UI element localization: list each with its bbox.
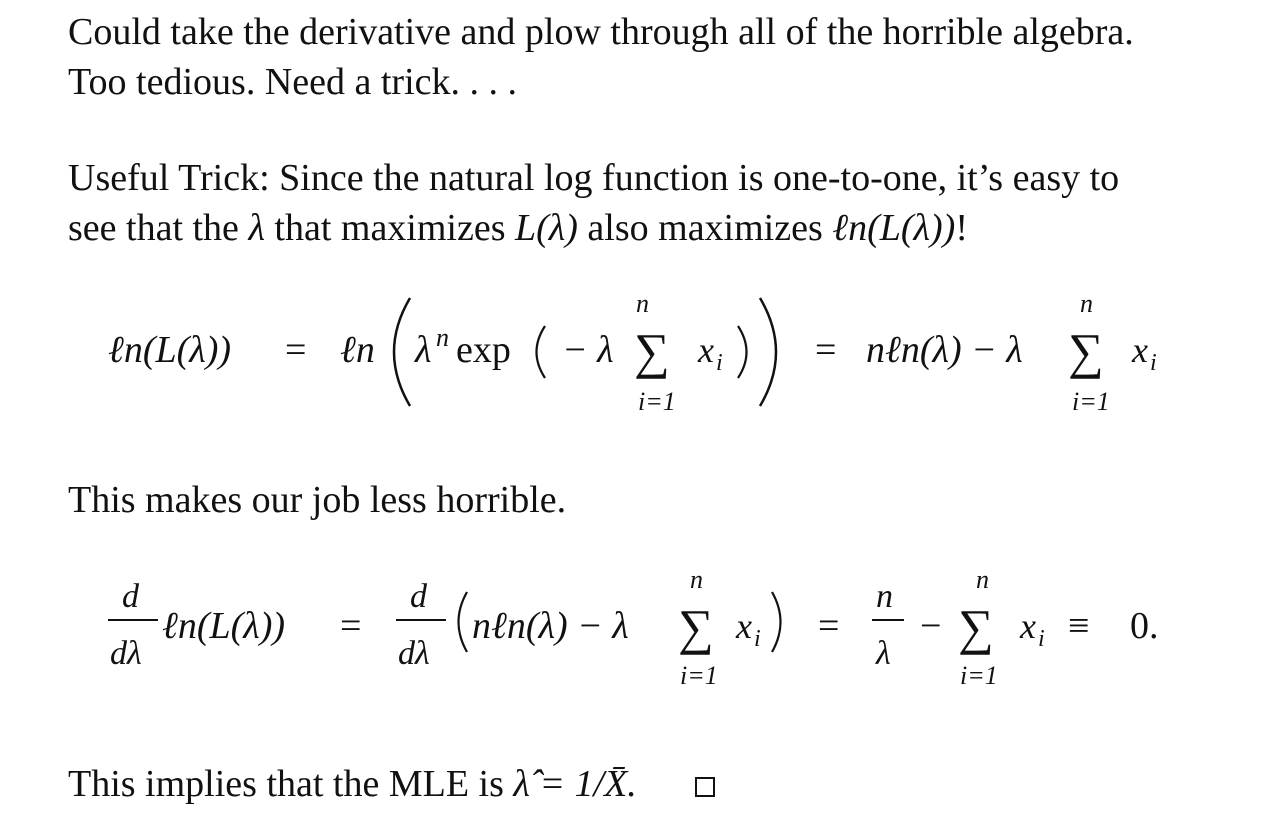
likelihood-expression: L(λ) xyxy=(515,207,578,249)
text-segment: ! xyxy=(955,207,968,249)
eq2-frac-n: n xyxy=(876,578,893,615)
eq2-equals-2: = xyxy=(818,605,840,647)
eq1-exp: exp xyxy=(456,329,511,371)
eq2-dlambda-denominator: dλ xyxy=(110,635,142,672)
paragraph-1-line-2: Too tedious. Need a trick. . . . xyxy=(68,61,518,103)
eq1-equals-2: = xyxy=(815,329,837,371)
eq1-x-subscript: i xyxy=(716,350,723,376)
eq2-equiv: ≡ xyxy=(1068,605,1090,647)
paragraph-4 xyxy=(68,760,715,808)
text-segment: also maximizes xyxy=(577,207,833,249)
eq2-sum2-lower: i=1 xyxy=(960,661,998,690)
eq1-paren-right xyxy=(738,326,747,378)
eq2-minus: − xyxy=(920,605,942,647)
text-segment: see that the xyxy=(68,207,249,249)
eq1-rhs: nℓn(λ) − λ xyxy=(866,329,1023,371)
eq1-x-2: x xyxy=(1132,330,1148,370)
eq2-paren-right xyxy=(772,592,781,652)
eq1-power-n: n xyxy=(436,323,449,352)
paragraph-1-line-1: Could take the derivative and plow through all of the horrible algebra. xyxy=(68,11,1134,53)
eq1-sum2-upper: n xyxy=(1080,289,1093,318)
qed-square-icon xyxy=(695,777,715,797)
eq2-sum-upper: n xyxy=(690,565,703,594)
eq2-dlambda-denominator-2: dλ xyxy=(398,635,430,672)
eq2-lhs: ℓn(L(λ)) xyxy=(162,605,286,647)
eq1-ln: ℓn xyxy=(340,329,375,371)
eq2-inner: nℓn(λ) − λ xyxy=(472,605,629,647)
eq2-paren-left xyxy=(459,592,468,652)
lambda-symbol: λ xyxy=(248,207,265,249)
eq1-sum2-sign: ∑ xyxy=(1068,323,1104,379)
eq1-sum-sign: ∑ xyxy=(634,323,670,379)
eq2-d-numerator: d xyxy=(122,578,139,615)
eq1-big-paren-right xyxy=(760,298,776,406)
eq1-sum2-lower: i=1 xyxy=(1072,387,1110,416)
eq2-zero: 0. xyxy=(1130,605,1159,647)
eq1-equals: = xyxy=(285,329,307,371)
eq2-x-subscript: i xyxy=(754,626,761,652)
eq2-sum-lower: i=1 xyxy=(680,661,718,690)
eq1-sum-upper: n xyxy=(636,289,649,318)
paragraph-2-line-1: Useful Trick: Since the natural log function is one-to-one, it’s easy to xyxy=(68,157,1120,199)
eq2-x: x xyxy=(736,606,752,646)
eq1-paren-left xyxy=(537,326,546,378)
eq2-x-subscript-2: i xyxy=(1038,626,1045,652)
eq2-d-numerator-2: d xyxy=(410,578,427,615)
eq2-frac-lambda: λ xyxy=(876,635,891,672)
eq2-x-2: x xyxy=(1020,606,1036,646)
eq2-sum-sign: ∑ xyxy=(678,599,714,655)
paragraph-3: This makes our job less horrible. xyxy=(68,479,567,521)
mle-expression: λ̂ = 1/X̄. xyxy=(513,763,637,805)
paragraph-2-line-2 xyxy=(68,204,968,252)
eq2-sum2-upper: n xyxy=(976,565,989,594)
text-segment: This implies that the MLE is xyxy=(68,763,514,805)
eq1-x-subscript-2: i xyxy=(1150,350,1157,376)
eq1-lhs: ℓn(L(λ)) xyxy=(108,329,232,371)
text-segment: that maximizes xyxy=(264,207,516,249)
eq1-big-paren-left xyxy=(394,298,410,406)
eq1-x: x xyxy=(698,330,714,370)
eq2-equals: = xyxy=(340,605,362,647)
eq1-lambda: λ xyxy=(415,329,432,371)
log-likelihood-expression: ℓn(L(λ)) xyxy=(832,207,956,249)
eq1-minus-lambda: − λ xyxy=(562,329,614,371)
eq2-sum2-sign: ∑ xyxy=(958,599,994,655)
eq1-sum-lower: i=1 xyxy=(638,387,676,416)
